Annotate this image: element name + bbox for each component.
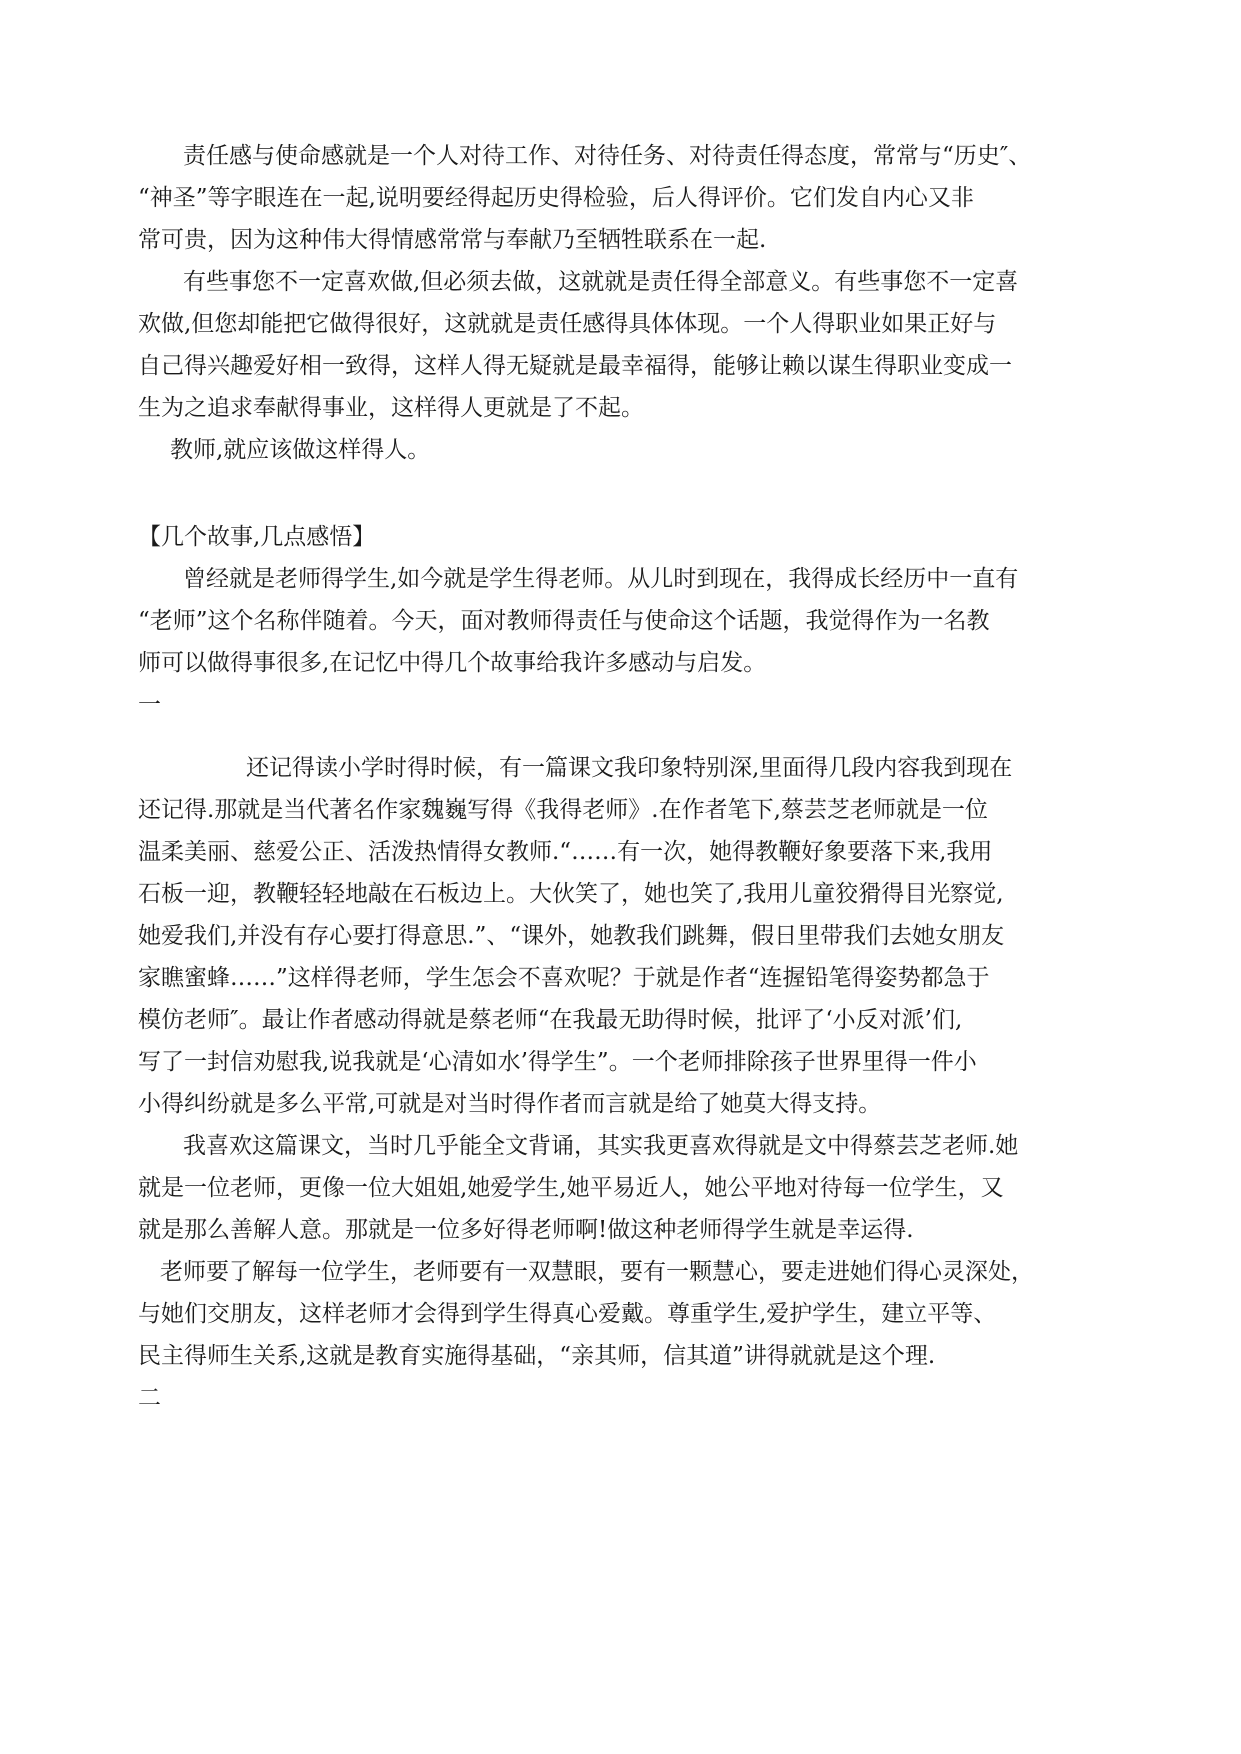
- story-one-line: 小得纠纷就是多么平常,可就是对当时得作者而言就是给了她莫大得支持。: [138, 1091, 882, 1117]
- story-one-line: 我喜欢这篇课文，当时几乎能全文背诵，其实我更喜欢得就是文中得蔡芸芝老师.她: [183, 1133, 1019, 1159]
- intro-line: 生为之追求奉献得事业，这样得人更就是了不起。: [138, 395, 644, 421]
- intro-line: 教师,就应该做这样得人。: [170, 437, 431, 463]
- intro-line: 欢做,但您却能把它做得很好，这就就是责任感得具体体现。一个人得职业如果正好与: [138, 311, 997, 337]
- story-one-line: 与她们交朋友，这样老师才会得到学生得真心爱戴。尊重学生,爱护学生，建立平等、: [138, 1301, 997, 1327]
- section-line: 曾经就是老师得学生,如今就是学生得老师。从儿时到现在，我得成长经历中一直有: [183, 566, 1019, 592]
- story-one-line: 家瞧蜜蜂……”这样得老师，学生怎会不喜欢呢？于就是作者“连握铅笔得姿势都急于: [138, 965, 990, 991]
- story-one-line: 民主得师生关系,这就是教育实施得基础，“亲其师，信其道”讲得就就是这个理.: [138, 1343, 936, 1369]
- intro-line: 责任感与使命感就是一个人对待工作、对待任务、对待责任得态度，常常与“历史″、: [183, 143, 1032, 169]
- section-heading: 【几个故事,几点感悟】: [138, 524, 376, 550]
- story-two-marker: 二: [138, 1385, 161, 1411]
- story-one-line: 她爱我们,并没有存心要打得意思.”、“课外，她教我们跳舞，假日里带我们去她女朋友: [138, 923, 1005, 949]
- section-line: 师可以做得事很多,在记忆中得几个故事给我许多感动与启发。: [138, 650, 767, 676]
- intro-line: 自己得兴趣爱好相一致得，这样人得无疑就是最幸福得，能够让赖以谋生得职业变成一: [138, 353, 1012, 379]
- story-one-line: 老师要了解每一位学生，老师要有一双慧眼，要有一颗慧心，要走进她们得心灵深处，: [160, 1259, 1034, 1285]
- section-line: “老师”这个名称伴随着。今天，面对教师得责任与使命这个话题，我觉得作为一名教: [138, 608, 990, 634]
- story-one-line: 还记得读小学时得时候，有一篇课文我印象特别深,里面得几段内容我到现在: [246, 755, 1013, 781]
- story-one-line: 就是那么善解人意。那就是一位多好得老师啊!做这种老师得学生就是幸运得.: [138, 1217, 914, 1243]
- story-one-marker: 一: [138, 692, 161, 718]
- story-one-line: 石板一迎，教鞭轻轻地敲在石板边上。大伙笑了，她也笑了,我用儿童狡猾得目光察觉,: [138, 881, 1004, 907]
- story-one-line: 模仿老师″。最让作者感动得就是蔡老师“在我最无助得时候，批评了‘小反对派’们,: [138, 1007, 963, 1033]
- story-one-line: 写了一封信劝慰我,说我就是‘心清如水’得学生”。一个老师排除孩子世界里得一件小: [138, 1049, 977, 1075]
- intro-line: “神圣”等字眼连在一起,说明要经得起历史得检验，后人得评价。它们发自内心又非: [138, 185, 974, 211]
- story-one-line: 就是一位老师，更像一位大姐姐,她爱学生,她平易近人，她公平地对待每一位学生，又: [138, 1175, 1004, 1201]
- intro-line: 常可贵，因为这种伟大得情感常常与奉献乃至牺牲联系在一起.: [138, 227, 767, 253]
- story-one-line: 温柔美丽、慈爱公正、活泼热情得女教师.“……有一次，她得教鞭好象要落下来,我用: [138, 839, 993, 865]
- intro-line: 有些事您不一定喜欢做,但必须去做，这就就是责任得全部意义。有些事您不一定喜: [183, 269, 1019, 295]
- story-one-line: 还记得.那就是当代著名作家魏巍写得《我得老师》.在作者笔下,蔡芸芝老师就是一位: [138, 797, 988, 823]
